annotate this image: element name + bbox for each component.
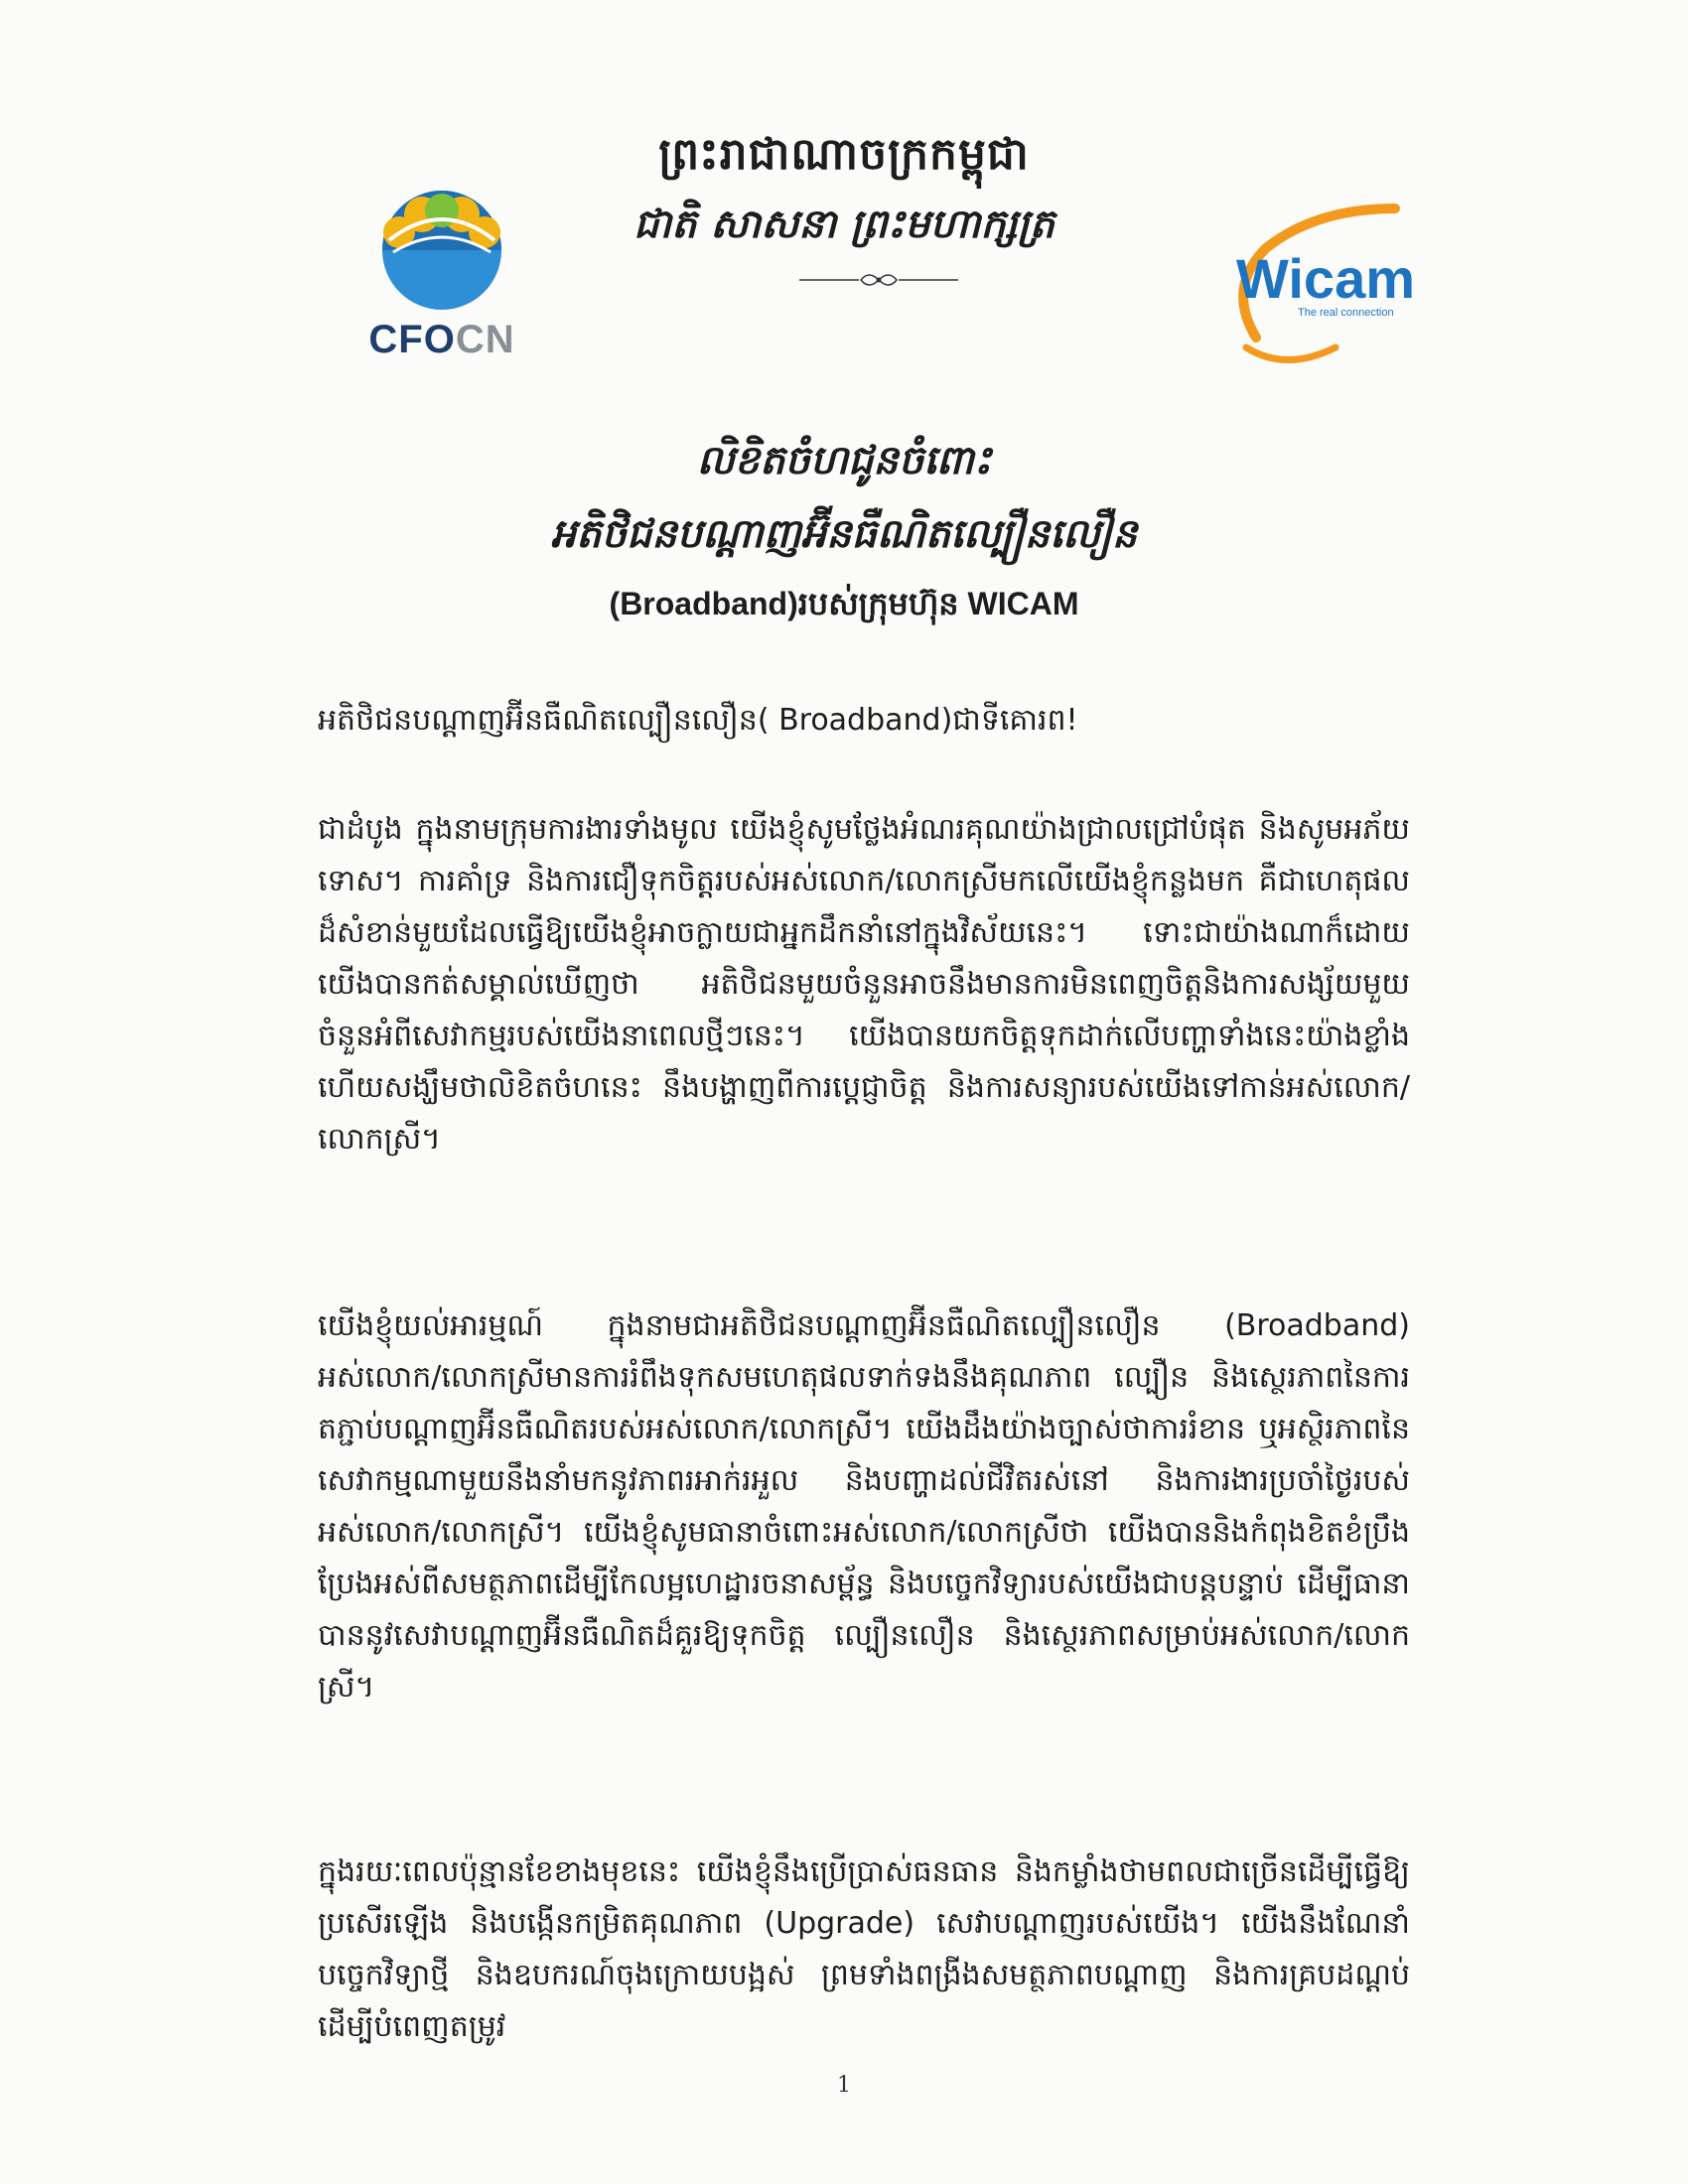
letter-title-line2: អតិថិជនបណ្ដាញអ៊ីនធឺណិតល្បឿនលឿន	[550, 510, 1138, 557]
paragraph-3: ក្នុងរយៈពេលប៉ុន្មានខែខាងមុខនេះ យើងខ្ញុំនឹងប្រើប្រាស់ធនធាន និងកម្លាំងថាមពលជាច្រើនដើម្បីធ្វើឱ្យប្រសើរឡើង និងបង្កើនកម្រិតគុណភាព (Upgrade) សេវាបណ្ដាញរបស់យើង។ យើងនឹងណែនាំបច្ចេកវិទ្យាថ្មី និងឧបករណ៍ចុងក្រោយបង្អស់ ព្រមទាំងពង្រីងសមត្ថភាពបណ្ដាញ និងការគ្របដណ្ដប់ ដើម្បីបំពេញតម្រូវ	[318, 1854, 1410, 2044]
letter-title-line3: (Broadband)របស់ក្រុមហ៊ុន WICAM	[609, 586, 1079, 621]
letter-title-line1: លិខិតចំហជូនចំពោះ	[696, 437, 992, 483]
page-number: 1	[837, 2073, 851, 2098]
cfocn-wordmark: CFOCN	[368, 318, 515, 361]
cfocn-emblem-icon	[348, 179, 536, 318]
paragraph-2: យើងខ្ញុំយល់អារម្មណ៍ ក្នុងនាមជាអតិថិជនបណ្ដាញអ៊ីនធឺណិតល្បឿនលឿន (Broadband) អស់លោក/លោកស្រីមានការរំពឹងទុកសមហេតុផលទាក់ទងនឹងគុណភាព ល្បឿន និងស្ថេរភាពនៃការតភ្ជាប់បណ្ដាញអ៊ីនធឺណិតរបស់អស់លោក/លោកស្រី។ យើងដឹងយ៉ាងច្បាស់ថាការរំខាន ឬអស្ថិរភាពនៃសេវាកម្មណាមួយនឹងនាំមកនូវភាពរអាក់រអួល និងបញ្ហាដល់ជីវិតរស់នៅ និងការងារប្រចាំថ្ងៃរបស់អស់លោក/លោកស្រី។ យើងខ្ញុំសូមធានាចំពោះអស់លោក/លោកស្រីថា យើងបាននិងកំពុងខិតខំប្រឹងប្រែងអស់ពីសមត្ថភាពដើម្បីកែលម្អហេដ្ឋារចនាសម្ព័ន្ធ និងបច្ចេកវិទ្យារបស់យើងជាបន្តបន្ទាប់ ដើម្បីធានាបាននូវសេវាបណ្ដាញអ៊ីនធឺណិតដ៏គួរឱ្យទុកចិត្ត ល្បឿនលឿន និងស្ថេរភាពសម្រាប់អស់លោក/លោកស្រី។	[318, 1308, 1410, 1705]
salutation: អតិថិជនបណ្ដាញអ៊ីនធឺណិតល្បឿនលឿន( Broadband)ជាទីគោរព!	[318, 703, 1078, 738]
wicam-logo	[1226, 199, 1425, 367]
cfocn-logo	[348, 179, 536, 367]
ornament-divider-icon	[799, 266, 958, 294]
national-motto: ជាតិ សាសនា ព្រះមហាក្សត្រ	[633, 201, 1055, 247]
paragraph-1: ជាដំបូង ក្នុងនាមក្រុមការងារទាំងមូល យើងខ្ញុំសូមថ្លែងអំណរគុណយ៉ាងជ្រាលជ្រៅបំផុត និងសូមអភ័យទោស។ ការគាំទ្រ និងការជឿទុកចិត្តរបស់អស់លោក/លោកស្រីមកលើយើងខ្ញុំកន្លងមក គឺជាហេតុផលដ៏សំខាន់មួយដែលធ្វើឱ្យយើងខ្ញុំអាចក្លាយជាអ្នកដឹកនាំនៅក្នុងវិស័យនេះ។ ទោះជាយ៉ាងណាក៏ដោយ យើងបានកត់សម្គាល់ឃើញថា អតិថិជនមួយចំនួនអាចនឹងមានការមិនពេញចិត្តនិងការសង្ស័យមួយចំនួនអំពីសេវាកម្មរបស់យើងនាពេលថ្មីៗនេះ។ យើងបានយកចិត្តទុកដាក់លើបញ្ហាទាំងនេះយ៉ាងខ្លាំង ហើយសង្ឃឹមថាលិខិតចំហនេះ នឹងបង្ហាញពីការប្ដេជ្ញាចិត្ត និងការសន្យារបស់យើងទៅកាន់អស់លោក/លោកស្រី។	[318, 812, 1410, 1157]
wicam-swoosh-icon	[1226, 199, 1425, 367]
wicam-wordmark: Wicam	[1236, 247, 1416, 310]
wicam-tagline: The real connection	[1298, 307, 1394, 319]
kingdom-heading: ព្រះរាជាណាចក្រកម្ពុជា	[658, 129, 1030, 180]
